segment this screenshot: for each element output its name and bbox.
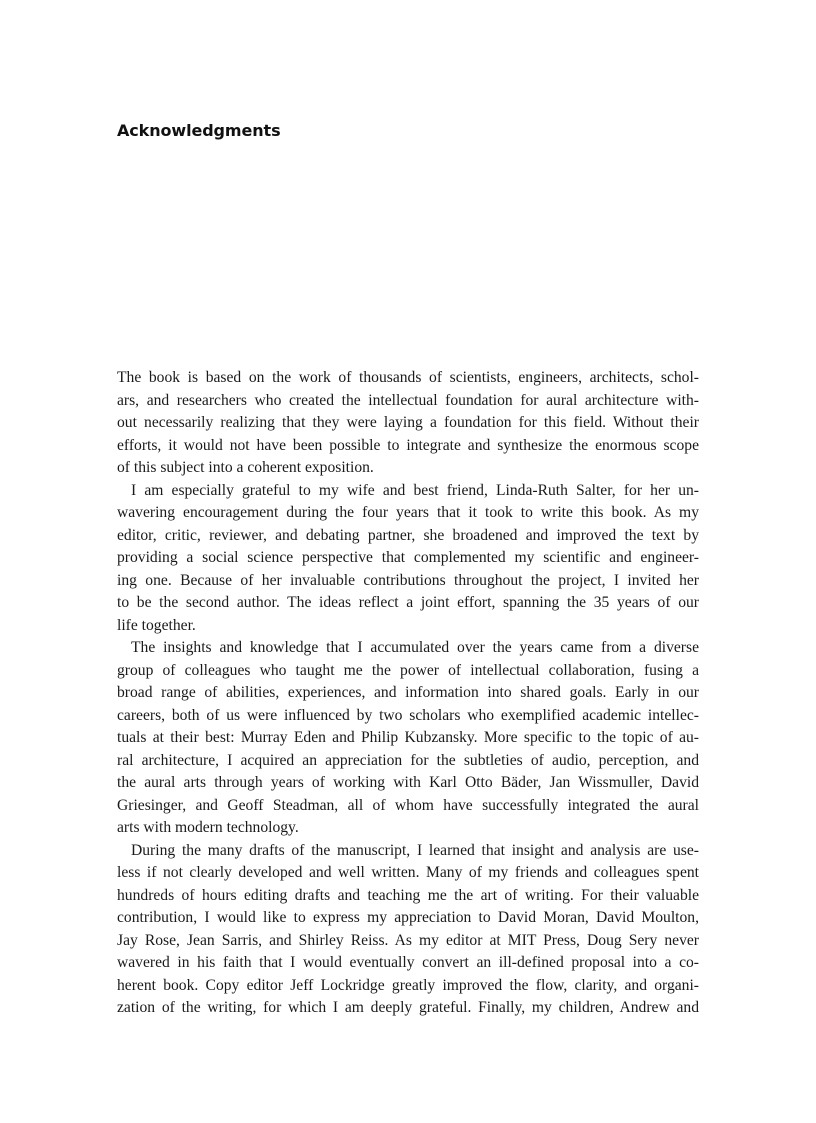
text-line: wavering encouragement during the four years that it took to write this book. As my	[117, 504, 699, 521]
text-line: Jay Rose, Jean Sarris, and Shirley Reiss. As my editor at MIT Press, Doug Sery never	[117, 931, 699, 949]
page-heading: Acknowledgments	[117, 121, 281, 140]
text-line: broad range of abilities, experiences, and information into shared goals. Early in our	[117, 684, 699, 701]
text-line: to be the second author. The ideas reflect a joint effort, spanning the 35 years of our	[117, 594, 699, 611]
text-line: editor, critic, reviewer, and debating partner, she broadened and improved the text by	[117, 526, 699, 544]
text-line: tuals at their best: Murray Eden and Philip Kubzansky. More specific to the topic of au-	[117, 729, 699, 746]
text-line: wavered in his faith that I would eventually convert an ill-defined proposal into a co-	[117, 954, 699, 971]
text-line: The book is based on the work of thousands of scientists, engineers, architects, schol-	[117, 369, 699, 386]
paragraph-4	[117, 840, 699, 1020]
text-line: life together.	[117, 616, 196, 634]
text-line: careers, both of us were influenced by two scholars who exemplified academic intellec-	[117, 706, 699, 724]
text-line: contribution, I would like to express my appreciation to David Moran, David Moulton,	[117, 909, 699, 926]
paragraph-3	[117, 637, 699, 840]
text-line: providing a social science perspective that complemented my scientific and engineer-	[117, 549, 699, 566]
text-line: of this subject into a coherent exposition.	[117, 459, 374, 476]
body-text	[117, 367, 699, 1020]
text-line: group of colleagues who taught me the power of intellectual collaboration, fusing a	[117, 661, 699, 679]
text-line: the aural arts through years of working with Karl Otto Bäder, Jan Wissmuller, David	[117, 774, 699, 791]
text-line: zation of the writing, for which I am deeply grateful. Finally, my children, Andrew and	[117, 999, 699, 1016]
text-line: out necessarily realizing that they were laying a foundation for this field. Without their	[117, 414, 699, 431]
text-line: efforts, it would not have been possible to integrate and synthesize the enormous scope	[117, 436, 699, 454]
paragraph-2	[117, 480, 699, 638]
paragraph-1	[117, 367, 699, 480]
text-line: Griesinger, and Geoff Steadman, all of whom have successfully integrated the aural	[117, 796, 699, 814]
text-line: During the many drafts of the manuscript, I learned that insight and analysis are use-	[131, 841, 699, 859]
text-line: The insights and knowledge that I accumulated over the years came from a diverse	[131, 639, 699, 656]
text-line: hundreds of hours editing drafts and teaching me the art of writing. For their valuable	[117, 886, 699, 904]
text-line: ing one. Because of her invaluable contributions throughout the project, I invited her	[117, 571, 699, 589]
text-line: ral architecture, I acquired an appreciation for the subtleties of audio, perception, and	[117, 751, 699, 769]
text-line: arts with modern technology.	[117, 819, 299, 836]
text-line: less if not clearly developed and well written. Many of my friends and colleagues spent	[117, 864, 699, 881]
text-line: herent book. Copy editor Jeff Lockridge greatly improved the flow, clarity, and organi-	[117, 976, 699, 994]
text-line: ars, and researchers who created the intellectual foundation for aural architecture with-	[117, 391, 699, 409]
text-line: I am especially grateful to my wife and best friend, Linda-Ruth Salter, for her un-	[131, 481, 699, 499]
